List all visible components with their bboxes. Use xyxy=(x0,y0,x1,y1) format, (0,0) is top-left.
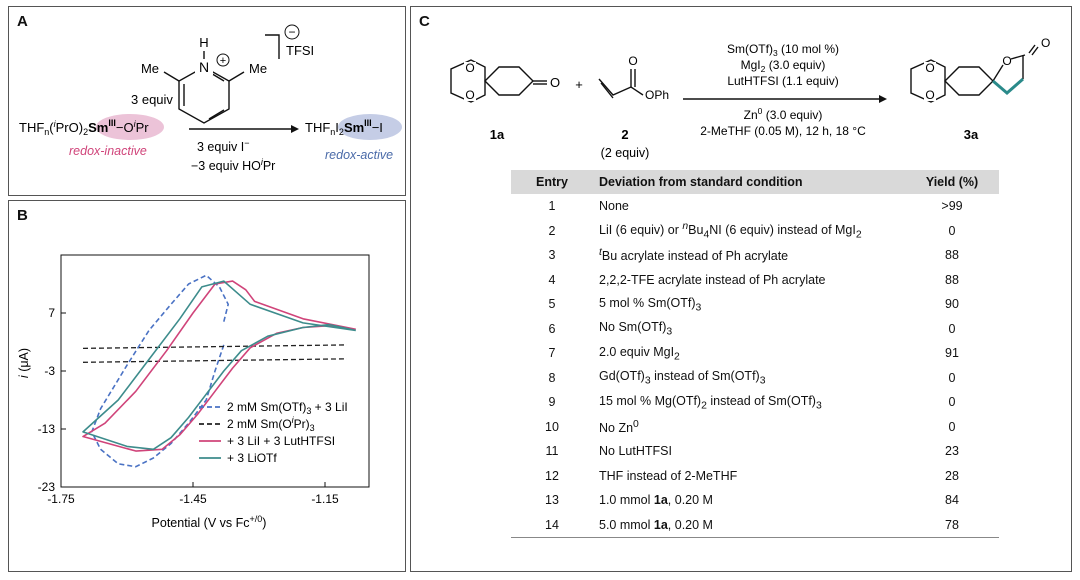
yield-cell: 0 xyxy=(948,370,956,385)
compound-3a-label: 3a xyxy=(963,127,979,142)
deviation-cell: 5 mol % $Sm(OTf)_3$ xyxy=(599,295,702,313)
yield-cell: 91 xyxy=(945,346,959,361)
yield-cell: 88 xyxy=(945,272,959,287)
x-tick-label: -1.15 xyxy=(311,492,339,506)
panel-b-label: B xyxy=(17,207,28,224)
yield-cell: 84 xyxy=(945,493,959,508)
table-row xyxy=(511,488,999,513)
compound-1a-label: 1a xyxy=(489,127,505,142)
yield-cell: 88 xyxy=(945,248,959,263)
condition-1: $Sm(OTf)_3$ (10 mol %) xyxy=(726,42,840,58)
entry-cell: 4 xyxy=(548,272,556,287)
lutidinium-structure xyxy=(164,35,279,123)
oxygen-1a-bottom: O xyxy=(465,88,475,102)
table-row xyxy=(511,464,999,489)
deviation-cell: $Gd(OTf)_3$ instead of $Sm(OTf)_3$ xyxy=(599,369,766,387)
entry-cell: 3 xyxy=(548,248,556,263)
arrow-bottom-text: −3 equiv $HO^iPr$ xyxy=(191,157,276,173)
condition-4: Zn$^0$ (3.0 equiv) xyxy=(743,106,823,122)
entry-cell: 1 xyxy=(548,199,556,214)
redox-inactive-label: redox-inactive xyxy=(69,144,147,158)
reactant-formula: $THF_n(^iPrO)_2Sm^{III}-O^iPr$ xyxy=(19,118,149,137)
legend-label: + 3 LiOTf xyxy=(227,451,277,465)
reaction-scheme xyxy=(411,7,1071,172)
oxygen-1a-top: O xyxy=(465,61,475,75)
new-bond-highlight xyxy=(993,79,1023,93)
entry-cell: 10 xyxy=(545,419,559,434)
entry-cell: 14 xyxy=(511,513,593,538)
header-yield: Yield (%) xyxy=(905,170,999,194)
entry-cell: 6 xyxy=(548,321,556,336)
legend-label: + 3 LiI + 3 LutHTFSI xyxy=(227,434,336,448)
plus-sign: + xyxy=(575,77,583,92)
nitrogen-atom: N xyxy=(198,59,210,75)
compound-2-label: 2 xyxy=(621,127,629,142)
arrow-top-text: 3 equiv I− xyxy=(197,138,250,154)
tfsi-label: TFSI xyxy=(286,43,315,58)
yield-cell: 0 xyxy=(948,321,956,336)
yield-cell: 90 xyxy=(945,297,959,312)
entry-cell: 13 xyxy=(545,493,559,508)
cv-chart xyxy=(9,201,405,571)
deviation-cell: 2.0 equiv MgI$_2$ xyxy=(599,344,680,362)
entry-cell: 5 xyxy=(548,297,556,312)
oxygen-3a-top: O xyxy=(925,61,935,75)
x-tick-label: -1.75 xyxy=(47,492,75,506)
series-line-blank-lower xyxy=(83,359,347,362)
panel-a xyxy=(8,6,406,196)
yield-cell: 0 xyxy=(948,223,956,238)
panel-a-label: A xyxy=(17,13,28,30)
table-header-row xyxy=(511,170,999,194)
methyl-left: Me xyxy=(140,61,159,76)
table-row xyxy=(511,366,999,391)
deviation-cell: THF instead of 2-MeTHF xyxy=(599,468,738,483)
product-formula: $THF_nI_2Sm^{III}-I$ xyxy=(305,118,383,137)
oxygen-3a-ring: O xyxy=(1002,54,1012,68)
reaction-arrow-c-head xyxy=(879,95,887,103)
entry-cell: 12 xyxy=(545,468,559,483)
compound-2-equiv: (2 equiv) xyxy=(600,146,650,160)
ester-oph: OPh xyxy=(645,88,670,102)
x-tick-label: -1.45 xyxy=(179,492,207,506)
condition-2: MgI$_2$ (3.0 equiv) xyxy=(740,58,826,74)
table-row xyxy=(511,415,999,440)
entry-cell: 11 xyxy=(545,444,559,459)
series-line-2 xyxy=(83,281,356,451)
x-axis-label: Potential (V vs $Fc^{+/0}$) xyxy=(151,514,267,530)
yield-cell: 0 xyxy=(948,419,956,434)
condition-5: 2-MeTHF (0.05 M), 12 h, 18 °C xyxy=(700,124,866,138)
table-row xyxy=(511,268,999,293)
legend-label: 2 mM $Sm(O^iPr)_3$ xyxy=(227,415,315,433)
deviation-cell: None xyxy=(599,199,629,214)
reagent-equiv: 3 equiv xyxy=(131,92,173,107)
deviation-cell: No LutHTFSI xyxy=(599,444,672,459)
deviation-cell: $^t$Bu acrylate instead of Ph acrylate xyxy=(599,247,789,264)
panel-c xyxy=(410,6,1072,572)
negative-charge-sign: − xyxy=(288,25,296,39)
header-entry: Entry xyxy=(511,170,593,194)
y-tick-label: -3 xyxy=(44,364,55,378)
optimization-table xyxy=(511,170,999,538)
reaction-arrow-head xyxy=(291,125,299,133)
methyl-right: Me xyxy=(249,61,268,76)
y-axis-label: i (μA) xyxy=(17,347,31,379)
y-tick-label: 7 xyxy=(48,306,55,320)
panel-a-scheme xyxy=(9,7,405,195)
legend-label: 2 mM $Sm(OTf)_3 + 3$ LiI xyxy=(227,400,348,416)
compound-2-structure xyxy=(599,69,643,98)
oxygen-3a-carbonyl: O xyxy=(1041,36,1051,50)
table-row xyxy=(511,243,999,268)
condition-3: LutHTFSI (1.1 equiv) xyxy=(727,74,839,88)
deviation-cell: No $Sm(OTf)_3$ xyxy=(599,320,673,338)
series-line-0 xyxy=(92,275,228,466)
deviation-cell: No Zn$^0$ xyxy=(599,418,639,435)
header-deviation: Deviation from standard condition xyxy=(593,170,905,194)
table-row xyxy=(511,194,999,219)
yield-cell: 23 xyxy=(945,444,959,459)
oxygen-2-carbonyl: O xyxy=(628,54,638,68)
yield-cell: >99 xyxy=(941,199,963,214)
entry-cell: 2 xyxy=(548,223,556,238)
table-row xyxy=(511,513,999,538)
legend xyxy=(199,400,348,465)
entry-cell: 7 xyxy=(548,346,556,361)
table-row xyxy=(511,390,999,415)
yield-cell: 78 xyxy=(905,513,999,538)
yield-cell: 28 xyxy=(945,468,959,483)
table-row xyxy=(511,219,999,244)
deviation-cell: 1.0 mmol 1a, 0.20 M xyxy=(599,493,713,508)
oxygen-3a-bottom: O xyxy=(925,88,935,102)
entry-cell: 9 xyxy=(548,395,556,410)
y-tick-label: -13 xyxy=(37,422,55,436)
y-tick-label: -23 xyxy=(37,480,55,494)
redox-active-label: redox-active xyxy=(325,148,394,162)
entry-cell: 8 xyxy=(548,370,556,385)
oxygen-1a-ketone: O xyxy=(550,75,561,90)
series-line-blank-upper xyxy=(83,345,347,348)
deviation-cell: 15 mol % $Mg(OTf)_2$ instead of $Sm(OTf)_3$ xyxy=(599,393,822,411)
table-row xyxy=(511,292,999,317)
panel-c-label: C xyxy=(419,13,430,30)
deviation-cell: LiI (6 equiv) or $^nBu_4NI$ (6 equiv) instead of MgI$_2$ xyxy=(599,220,862,241)
table-row xyxy=(511,439,999,464)
table-row xyxy=(511,317,999,342)
deviation-cell: 2,2,2-TFE acrylate instead of Ph acrylate xyxy=(599,272,826,287)
deviation-cell: 5.0 mmol 1a, 0.20 M xyxy=(593,513,905,538)
hydrogen-atom: H xyxy=(199,35,209,50)
table-row xyxy=(511,341,999,366)
panel-b xyxy=(8,200,406,572)
positive-charge-sign: + xyxy=(219,55,227,67)
yield-cell: 0 xyxy=(948,395,956,410)
